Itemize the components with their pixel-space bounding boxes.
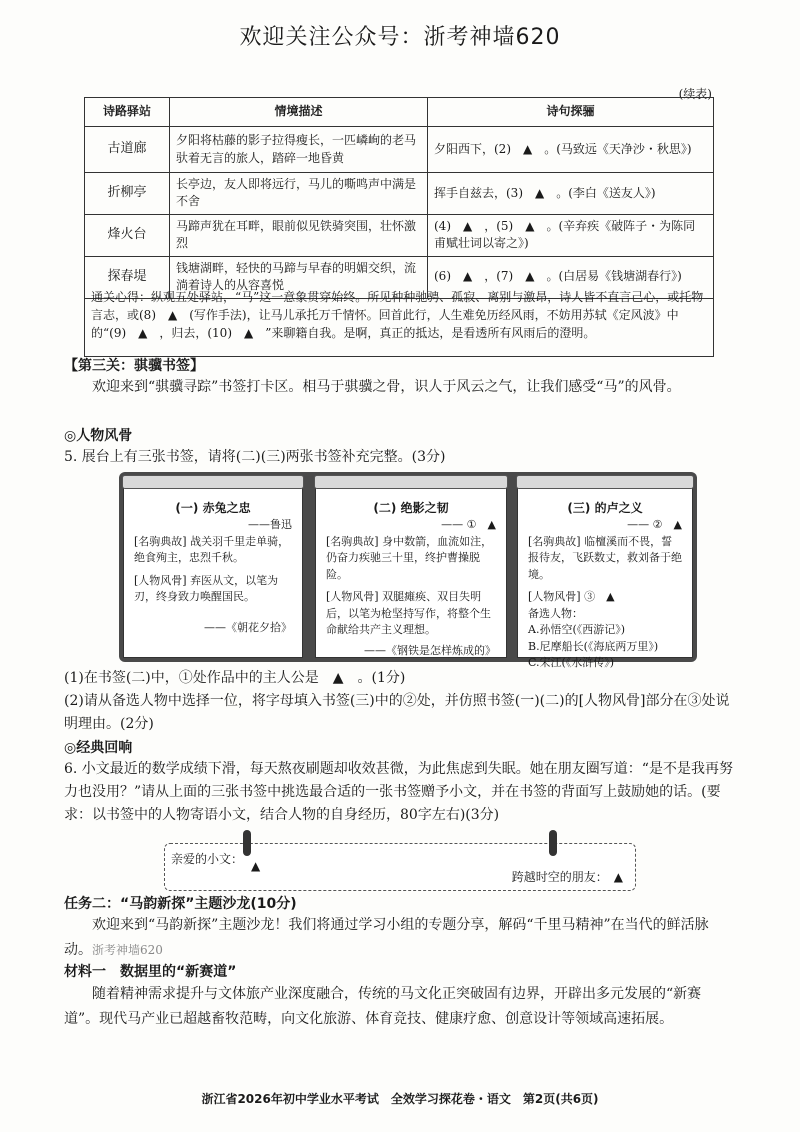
table-header: 诗句探骊 bbox=[428, 98, 714, 127]
card-allusion: [名驹典故] 战关羽千里走单骑，绝食殉主，忠烈千秋。 bbox=[134, 534, 290, 564]
bookmark-card-3 bbox=[517, 480, 693, 669]
desc-cell: 马蹄声犹在耳畔，眼前似见铁骑突围，壮怀激烈 bbox=[170, 214, 428, 256]
question-5: 5. 展台上有三张书签，请将(二)(三)两张书签补充完整。(3分) bbox=[64, 449, 446, 465]
blank-triangle-icon: ▲ bbox=[251, 859, 261, 873]
card-author: —— ① ▲ bbox=[441, 518, 496, 531]
bookmark-pin bbox=[549, 830, 557, 856]
question-5-1: (1)在书签(二)中，①处作品中的主人公是 ▲ 。(1分) bbox=[64, 670, 406, 686]
material-title: 材料一 数据里的“新赛道” bbox=[64, 964, 237, 980]
material-text: 随着精神需求提升与文体旅产业深度融合，传统的马文化正突破固有边界，开辟出多元发展的“新赛道”。现代马产业已超越畜牧范畴，向文化旅游、体育竞技、健康疗愈、创意设计等领域高速拓展。 bbox=[64, 986, 702, 1027]
question-6: 6. 小文最近的数学成绩下滑，每天熬夜刷题却收效甚微，为此焦虑到失眠。她在朋友圈写道：“是不是我再努力也没用？”请从上面的三张书签中挑选最合适的一张书签赠予小文，并在书签的背面写上鼓励她的话。(要求：以书签中的人物寄语小文，结合人物的自身经历，80字左右)(3分) bbox=[64, 761, 733, 824]
section-title: 【第三关：骐骥书签】 bbox=[64, 358, 204, 374]
table-row bbox=[85, 127, 714, 173]
poem-cell: 挥手自兹去，(3) ▲ 。(李白《送友人》) bbox=[428, 173, 714, 215]
bookmark-pin bbox=[243, 830, 251, 856]
card-source: ——《朝花夕拾》 bbox=[204, 620, 292, 634]
bookmark-card-1 bbox=[123, 480, 303, 658]
poem-cell: (6) ▲ ，(7) ▲ 。(白居易《钱塘湖春行》) bbox=[428, 256, 714, 298]
task-intro: 欢迎来到“马韵新探”主题沙龙！我们将通过学习小组的专题分享，解码“千里马精神”在当代的鲜活脉动。浙考神墙620 bbox=[64, 917, 709, 958]
table-row bbox=[85, 214, 714, 256]
watermark: 浙考神墙620 bbox=[92, 942, 163, 957]
page-footer: 浙江省2026年初中学业水平考试 全效学习探花卷・语文 第2页(共6页) bbox=[201, 1092, 599, 1106]
subsection-title: ◎经典回响 bbox=[64, 740, 133, 756]
poem-table bbox=[84, 97, 714, 299]
poem-cell: 夕阳西下，(2) ▲ 。(马致远《天净沙・秋思》) bbox=[428, 127, 714, 173]
card-author: ——鲁迅 bbox=[248, 518, 292, 531]
station-cell: 探春堤 bbox=[85, 256, 170, 298]
card-source: ——《钢铁是怎样炼成的》 bbox=[364, 643, 496, 657]
table-header: 情境描述 bbox=[170, 98, 428, 127]
subsection-title: ◎人物风骨 bbox=[64, 428, 133, 444]
card-option: B.尼摩船长(《海底两万里》) bbox=[528, 639, 659, 653]
card-author: —— ② ▲ bbox=[627, 518, 682, 531]
bookmark-roll bbox=[122, 475, 304, 489]
desc-cell: 长亭边，友人即将远行，马儿的嘶鸣声中满是不舍 bbox=[170, 173, 428, 215]
card-allusion: [名驹典故] 临檀溪而不畏，誓报待友，飞跃数丈，救刘备于绝境。 bbox=[528, 534, 682, 581]
card-title: (一) 赤兔之忠 bbox=[175, 501, 251, 515]
task-title: 任务二：“马韵新探”主题沙龙(10分) bbox=[64, 896, 297, 912]
card-allusion: [名驹典故] 身中数箭，血流如注，仍奋力疾驰三十里，终护曹操脱险。 bbox=[326, 534, 493, 581]
summary-box: 通关心得：纵观五处驿站，“马”这一意象贯穿始终。所见种种驰骋、孤寂、离别与激昂，诗人皆不直言己心，或托物言志，或(8) ▲ (写作手法)，让马儿承托万千情怀。回首此行，人生难免历经风雨，不妨用苏轼《定风波》中的“(9) ▲ ，归去，(10) ▲ ”来聊籍自我。是啊，真正的抵达，是看透所有风雨后的澄明。 bbox=[84, 284, 714, 357]
table-row bbox=[85, 173, 714, 215]
desc-cell: 钱塘湖畔，轻快的马蹄与早春的明媚交织，流淌着诗人的从容喜悦 bbox=[170, 256, 428, 298]
bookmark-roll bbox=[314, 475, 508, 489]
station-cell: 折柳亭 bbox=[85, 173, 170, 215]
poem-cell: (4) ▲ ，(5) ▲ 。(辛弃疾《破阵子・为陈同甫赋壮词以寄之》) bbox=[428, 214, 714, 256]
page-header: 欢迎关注公众号：浙考神墙620 bbox=[239, 25, 561, 50]
gift-greeting: 亲爱的小文： bbox=[171, 852, 244, 866]
table-header: 诗路驿站 bbox=[85, 98, 170, 127]
card-character: [人物风骨] 双腿瘫痪、双目失明后，以笔为枪坚持写作，将整个生命献给共产主义理想。 bbox=[326, 590, 491, 636]
card-title: (二) 绝影之韧 bbox=[373, 501, 449, 515]
card-options-label: 备选人物： bbox=[528, 606, 583, 620]
bookmark-area bbox=[119, 472, 697, 669]
card-character: [人物风骨] ③ ▲ bbox=[528, 590, 615, 603]
card-character: [人物风骨] 弃医从文，以笔为刃，终身致力唤醒国民。 bbox=[134, 573, 279, 603]
bookmark-roll bbox=[516, 475, 694, 489]
card-option: A.孙悟空(《西游记》) bbox=[528, 623, 626, 636]
gift-signature: 跨越时空的朋友： ▲ bbox=[511, 870, 623, 884]
question-5-2: (2)请从备选人物中选择一位，将字母填入书签(三)中的②处，并仿照书签(一)(二)的[人物风骨]部分在③处说明理由。(2分) bbox=[64, 693, 730, 733]
station-cell: 烽火台 bbox=[85, 214, 170, 256]
bookmark-card-2 bbox=[315, 480, 507, 658]
card-option: C.宋江(《水浒传》) bbox=[528, 656, 615, 669]
card-title: (三) 的卢之义 bbox=[567, 501, 643, 515]
gift-bookmark bbox=[164, 843, 636, 891]
station-cell: 古道廊 bbox=[85, 127, 170, 173]
section-intro: 欢迎来到“骐骥寻踪”书签打卡区。相马于骐骥之骨，识人于风云之气，让我们感受“马”的风骨。 bbox=[92, 379, 681, 395]
continued-label: (续表) bbox=[678, 87, 712, 101]
desc-cell: 夕阳将枯藤的影子拉得瘦长，一匹嶙峋的老马驮着无言的旅人，踏碎一地昏黄 bbox=[170, 127, 428, 173]
